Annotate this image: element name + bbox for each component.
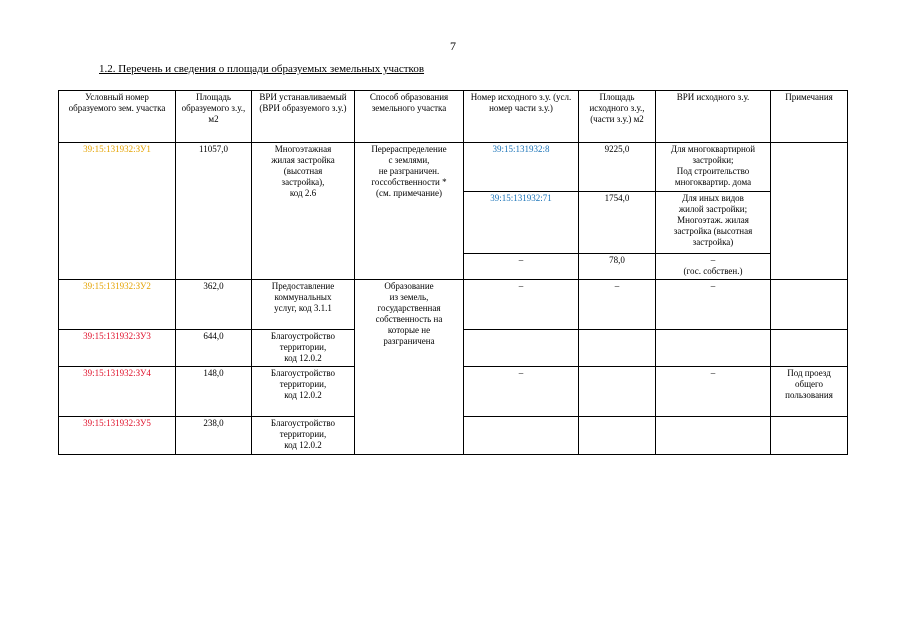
source-vri-cell: Для многоквартирной застройки; Под строительство многоквартир. дома	[656, 143, 771, 192]
notes-cell	[771, 143, 848, 280]
source-area-cell: –	[579, 280, 656, 330]
plot-id-zu5: 39:15:131932:ЗУ5	[59, 417, 176, 455]
col-header-notes: Примечания	[771, 91, 848, 143]
source-area-cell	[579, 417, 656, 455]
plot-id-zu2: 39:15:131932:ЗУ2	[59, 280, 176, 330]
plot-vri-zu5: Благоустройство территории, код 12.0.2	[252, 417, 355, 455]
table-row	[59, 280, 848, 330]
source-area-cell: 1754,0	[579, 192, 656, 254]
plot-id-zu3: 39:15:131932:ЗУ3	[59, 330, 176, 367]
source-number-cell: –	[464, 254, 579, 280]
source-vri-cell: Для иных видов жилой застройки; Многоэтаж. жилая застройка (высотная застройка)	[656, 192, 771, 254]
notes-cell	[771, 280, 848, 330]
plot-vri-zu3: Благоустройство территории, код 12.0.2	[252, 330, 355, 367]
source-number-cell	[464, 330, 579, 367]
plot-id-zu1: 39:15:131932:ЗУ1	[59, 143, 176, 280]
plot-area-zu2: 362,0	[176, 280, 252, 330]
table-header-row	[59, 91, 848, 143]
source-area-cell: 9225,0	[579, 143, 656, 192]
source-vri-cell: – (гос. собствен.)	[656, 254, 771, 280]
source-vri-cell: –	[656, 367, 771, 417]
notes-cell	[771, 417, 848, 455]
col-header-vri-set: ВРИ устанавливаемый (ВРИ образуемого з.у.)	[252, 91, 355, 143]
notes-cell	[771, 330, 848, 367]
plot-area-zu4: 148,0	[176, 367, 252, 417]
table-row	[59, 143, 848, 192]
source-vri-cell: –	[656, 280, 771, 330]
land-plots-table	[58, 90, 848, 455]
notes-cell: Под проезд общего пользования	[771, 367, 848, 417]
col-header-plot-number: Условный номер образуемого зем. участка	[59, 91, 176, 143]
source-number-cell: –	[464, 280, 579, 330]
plot-area-zu1: 11057,0	[176, 143, 252, 280]
plot-id-zu4: 39:15:131932:ЗУ4	[59, 367, 176, 417]
col-header-plot-area: Площадь образуемого з.у., м2	[176, 91, 252, 143]
formation-method-zu1: Перераспределение с землями, не разграничен. госсобственности * (см. примечание)	[355, 143, 464, 280]
plot-vri-zu1: Многоэтажная жилая застройка (высотная застройка), код 2.6	[252, 143, 355, 280]
source-area-cell	[579, 330, 656, 367]
source-vri-cell	[656, 330, 771, 367]
source-number-cell: 39:15:131932:71	[464, 192, 579, 254]
source-area-cell: 78,0	[579, 254, 656, 280]
plot-area-zu5: 238,0	[176, 417, 252, 455]
source-number-cell	[464, 417, 579, 455]
source-number-cell: –	[464, 367, 579, 417]
col-header-source-vri: ВРИ исходного з.у.	[656, 91, 771, 143]
source-area-cell	[579, 367, 656, 417]
section-title: 1.2. Перечень и сведения о площади образуемых земельных участков	[99, 63, 425, 75]
col-header-formation-method: Способ образования земельного участка	[355, 91, 464, 143]
col-header-source-area: Площадь исходного з.у., (части з.у.) м2	[579, 91, 656, 143]
plot-area-zu3: 644,0	[176, 330, 252, 367]
plot-vri-zu4: Благоустройство территории, код 12.0.2	[252, 367, 355, 417]
page-number: 7	[450, 39, 456, 53]
source-vri-cell	[656, 417, 771, 455]
plot-vri-zu2: Предоставление коммунальных услуг, код 3.1.1	[252, 280, 355, 330]
col-header-source-number: Номер исходного з.у. (усл. номер части з.у.)	[464, 91, 579, 143]
formation-method-zu2-zu5: Образование из земель, государственная собственность на которые не разграничена	[355, 280, 464, 455]
source-number-cell: 39:15:131932:8	[464, 143, 579, 192]
